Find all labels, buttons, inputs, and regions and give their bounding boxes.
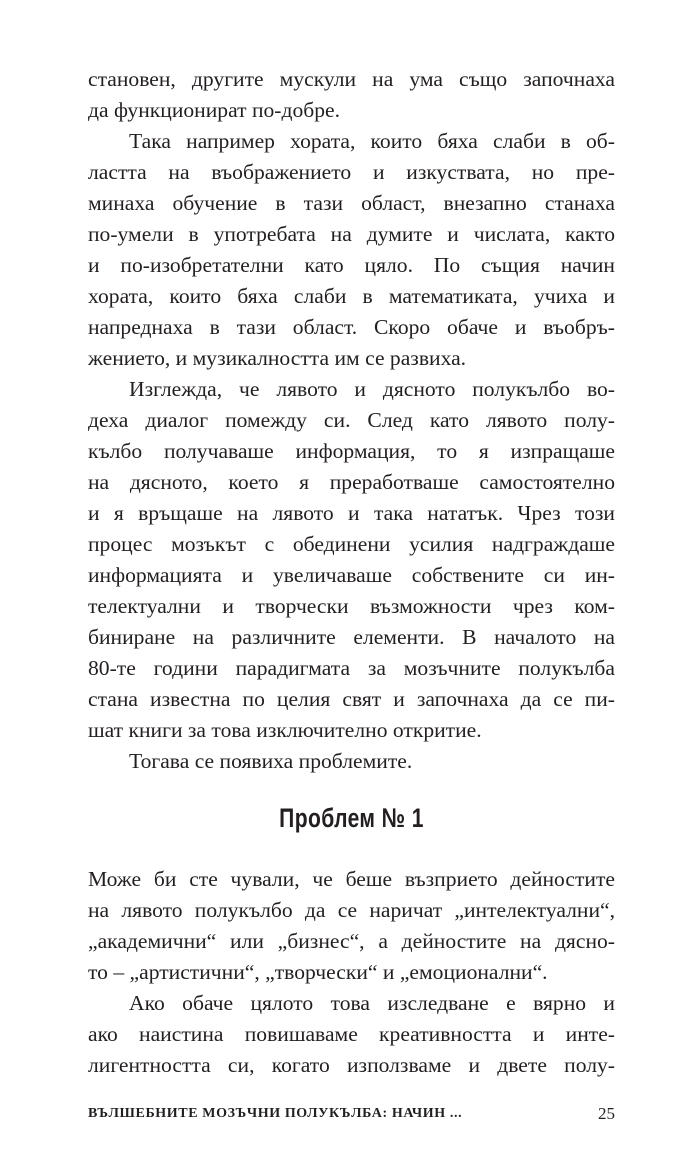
- running-title: ВЪЛШЕБНИТЕ МОЗЪЧНИ ПОЛУКЪЛБА: НАЧИН ...: [88, 1106, 463, 1121]
- text-line: Може би сте чували, че беше възприето дейностите: [88, 867, 615, 891]
- paragraph: [88, 126, 615, 374]
- text-line: деха диалог помежду си. След като лявото полу-: [88, 408, 615, 432]
- text-line: да функционират по-добре.: [88, 98, 341, 122]
- paragraph: [88, 374, 615, 746]
- text-line: шат книги за това изключително откритие.: [88, 718, 482, 742]
- text-line: стана известна по целия свят и започнаха да се пи-: [88, 687, 615, 711]
- text-line: хората, които бяха слаби в математиката, учиха и: [88, 284, 615, 308]
- text-line: „академични“ или „бизнес“, а дейностите на дясно-: [88, 929, 615, 953]
- text-line: биниране на различните елементи. В началото на: [88, 625, 615, 649]
- paragraph: [88, 64, 615, 126]
- text-line: 80-те години парадигмата за мозъчните полукълба: [88, 656, 615, 680]
- text-line: становен, другите мускули на ума също започнаха: [88, 67, 615, 91]
- text-line: то – „артистични“, „творчески“ и „емоционални“.: [88, 960, 548, 984]
- text-line: лигентността си, когато използваме и двете полу-: [88, 1053, 615, 1077]
- text-line: телектуални и творчески възможности чрез ком-: [88, 594, 615, 618]
- paragraph: [88, 746, 615, 777]
- body-text-bottom: [88, 864, 615, 1081]
- text-line: информацията и увеличаваше собствените си ин-: [88, 563, 615, 587]
- text-line: ако наистина повишаваме креативността и инте-: [88, 1022, 615, 1046]
- text-line: на лявото полукълбо да се наричат „интелектуални“,: [88, 898, 615, 922]
- text-line: по-умели в употребата на думите и числата, както: [88, 222, 615, 246]
- text-line: кълбо получаваше информация, то я изпращаше: [88, 439, 615, 463]
- text-line: напреднаха в тази област. Скоро обаче и въобръ-: [88, 315, 615, 339]
- body-text-top: [88, 64, 615, 777]
- text-line: процес мозъкът с обединени усилия надграждаше: [88, 532, 615, 556]
- text-line: минаха обучение в тази област, внезапно станаха: [88, 191, 615, 215]
- paragraph: [88, 988, 615, 1081]
- text-line: и по-изобретателни като цяло. По същия начин: [88, 253, 615, 277]
- paragraph: [88, 864, 615, 988]
- page-footer: [88, 1101, 615, 1127]
- text-line: и я връщаше на лявото и така нататък. Чрез този: [88, 501, 615, 525]
- text-line: Изглежда, че лявото и дясното полукълбо во-: [129, 377, 615, 401]
- section-heading: Проблем № 1: [279, 803, 424, 833]
- page-number: 25: [598, 1104, 615, 1123]
- text-line: на дясното, което я преработваше самостоятелно: [88, 470, 615, 494]
- text-line: Тогава се появиха проблемите.: [129, 749, 413, 773]
- text-line: Така например хората, които бяха слаби в об-: [129, 129, 615, 153]
- text-line: ластта на въображението и изкуствата, но пре-: [88, 160, 615, 184]
- text-line: жението, и музикалността им се развиха.: [88, 346, 467, 370]
- text-line: Ако обаче цялото това изследване е вярно и: [129, 991, 615, 1015]
